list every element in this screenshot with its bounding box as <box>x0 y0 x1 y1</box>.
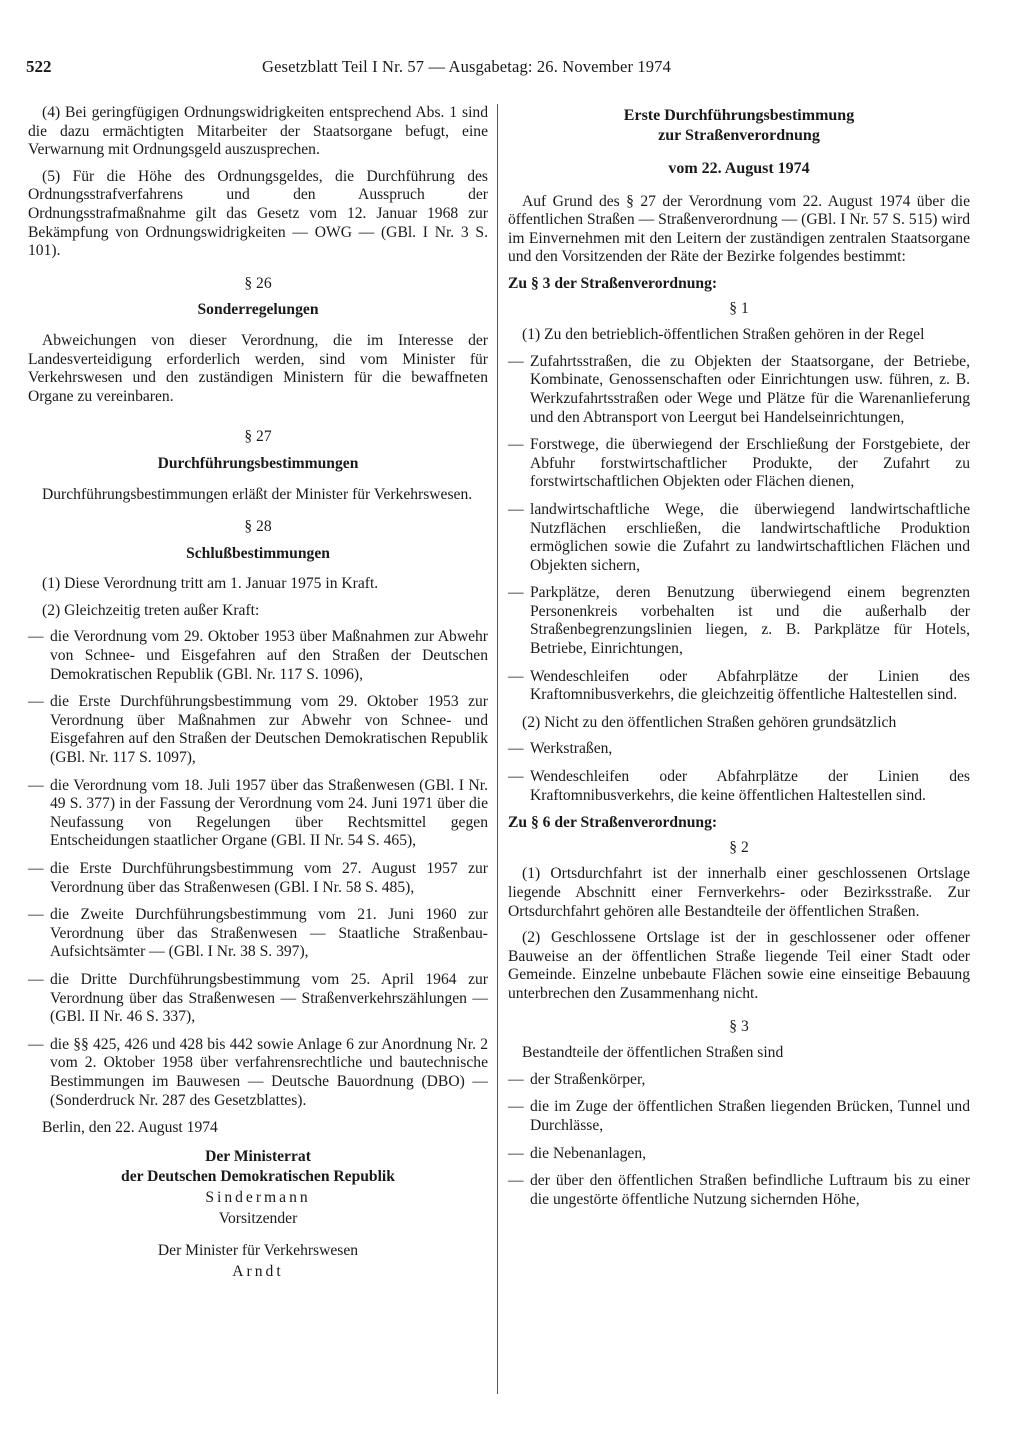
column-divider <box>497 104 498 1394</box>
list-item: — Forstwege, die überwiegend der Erschließung der Forstgebiete, der Abfuhr forstwirtschaftlicher Produkte, der Zufahrt zu forstwirtschaftlichen Objekten oder Flächen dienen, <box>508 436 970 492</box>
section-28-number: § 28 <box>244 518 272 536</box>
section-27-number: § 27 <box>244 428 272 446</box>
signer-1-name: Sindermann <box>205 1188 311 1206</box>
section-3-number: § 3 <box>729 1017 749 1035</box>
list-item: — die §§ 425, 426 und 428 bis 442 sowie Anlage 6 zur Anordnung Nr. 2 vom 2. Oktober 1958 über verfahrensrechtliche und bautechnische Bestimmungen im Bauwesen — Deutsche Bauordnung (DBO) — (Sonderdruck Nr. 287 des Gesetzblattes). <box>28 1036 488 1110</box>
heading-section-3: Zu § 3 der Straßenverordnung: <box>508 274 718 292</box>
signer-2-name: Arndt <box>232 1262 284 1280</box>
list-item: — Wendeschleifen oder Abfahrplätze der Linien des Kraftomnibusverkehrs, die gleichzeitig öffentliche Haltestellen sind. <box>508 668 970 705</box>
section-27-text: Durchführungsbestimmungen erläßt der Minister für Verkehrswesen. <box>42 485 473 503</box>
list-item: — die Verordnung vom 18. Juli 1957 über das Straßenwesen (GBl. I Nr. 49 S. 377) in der Fassung der Verordnung vom 24. Juni 1971 über die Neufassung von Regelungen über Rechtsmittel gegen Entscheidungen staatlicher Organe (GBl. II Nr. 54 S. 465), <box>28 777 488 851</box>
section-26-text: Abweichungen von dieser Verordnung, die im Interesse der Landesverteidigung erforderlich werden, sind vom Minister für Verkehrswesen und den zuständigen Ministern für die bewaffneten Organe zu vereinbaren. <box>28 331 488 405</box>
list-item: — Zufahrtsstraßen, die zu Objekten der Staatsorgane, der Betriebe, Kombinate, Genossenschaften oder Einrichtungen usw. führen, z. B. Werkzufahrtsstraßen oder Wege und Plätze für die Warenanlieferung und den Abtransport von Leergut bei Handelseinrichtungen, <box>508 353 970 427</box>
operational-roads-list <box>508 353 970 705</box>
list-item: — Wendeschleifen oder Abfahrplätze der Linien des Kraftomnibusverkehrs, die keine öffentlichen Haltestellen sind. <box>508 768 970 805</box>
section-2-number: § 2 <box>729 838 749 856</box>
section-28-title: Schlußbestimmungen <box>186 544 330 562</box>
section-28-paragraph-1: (1) Diese Verordnung tritt am 1. Januar 1975 in Kraft. <box>42 575 379 593</box>
street-components-list <box>508 1071 970 1210</box>
list-item: — die Erste Durchführungsbestimmung vom 27. August 1957 zur Verordnung über das Straßenwesen (GBl. I Nr. 58 S. 485), <box>28 860 488 897</box>
list-item: — Werkstraßen, <box>508 740 970 759</box>
list-item: — die Zweite Durchführungsbestimmung vom 21. Juni 1960 zur Verordnung über das Straßenwesen — Staatliche Straßenbau-Aufsichtsämter — (GBl. I Nr. 38 S. 397), <box>28 906 488 962</box>
council-line-1: Der Ministerrat <box>205 1147 311 1165</box>
signature-block <box>28 1148 488 1282</box>
signer-1-role: Vorsitzender <box>218 1209 298 1227</box>
minister-role: Der Minister für Verkehrswesen <box>157 1242 359 1260</box>
council-line-2: der Deutschen Demokratischen Republik <box>121 1168 395 1186</box>
list-item: — die Nebenanlagen, <box>508 1145 970 1164</box>
heading-section-6: Zu § 6 der Straßenverordnung: <box>508 814 718 832</box>
intro-paragraph: Auf Grund des § 27 der Verordnung vom 22. August 1974 über die öffentlichen Straßen — Straßenverordnung — (GBl. I Nr. 57 S. 515) wird im Einvernehmen mit den Leitern der zuständigen zentralen Staatsorgane und den Vorsitzenden der Räte der Bezirke folgendes bestimmt: <box>508 192 970 266</box>
document-title <box>508 106 970 146</box>
section-28-paragraph-2: (2) Gleichzeitig treten außer Kraft: <box>42 601 260 619</box>
section-27-title: Durchführungsbestimmungen <box>157 454 359 472</box>
list-item: — der Straßenkörper, <box>508 1071 970 1090</box>
paragraph-5: (5) Für die Höhe des Ordnungsgeldes, die Durchführung des Ordnungsstrafverfahrens und den Ausspruch der Ordnungsstrafmaßnahme gilt das Gesetz vom 12. Januar 1968 zur Bekämpfung von Ordnungswidrigkeiten — OWG — (GBl. I Nr. 3 S. 101). <box>28 167 488 260</box>
section-2-paragraph-1: (1) Ortsdurchfahrt ist der innerhalb einer geschlossenen Ortslage liegende Abschnitt einer Fernverkehrs- oder Bezirksstraße. Zur Ortsdurchfahrt gehören alle Bestandteile der öffentlichen Straßen. <box>508 865 970 920</box>
section-3-paragraph-1: Bestandteile der öffentlichen Straßen sind <box>522 1044 784 1062</box>
section-1-paragraph-2: (2) Nicht zu den öffentlichen Straßen gehören grundsätzlich <box>522 713 897 731</box>
section-1-paragraph-1: (1) Zu den betrieblich-öffentlichen Straßen gehören in der Regel <box>522 326 925 344</box>
list-item: — die Verordnung vom 29. Oktober 1953 über Maßnahmen zur Abwehr von Schnee- und Eisgefahren auf den Straßen der Deutschen Demokratischen Republik (GBl. Nr. 117 S. 1096), <box>28 628 488 684</box>
place-date: Berlin, den 22. August 1974 <box>42 1119 218 1137</box>
excluded-roads-list <box>508 740 970 805</box>
paragraph-4: (4) Bei geringfügigen Ordnungswidrigkeiten entsprechend Abs. 1 sind die dazu ermächtigten Mitarbeiter der Staatsorgane befugt, eine Verwarnung mit Ordnungsgeld auszusprechen. <box>28 104 488 159</box>
document-title-line-2: zur Straßenverordnung <box>658 127 820 144</box>
section-26-number: § 26 <box>244 274 272 292</box>
list-item: — Parkplätze, deren Benutzung überwiegend einem begrenzten Personenkreis vorbehalten ist und die außerhalb der Straßenbegrenzungslinien liegen, z. B. Parkplätze für Hotels, Betriebe, Einrichtungen, <box>508 584 970 658</box>
list-item: — der über den öffentlichen Straßen befindliche Luftraum bis zu einer die ungestörte öffentliche Nutzung sichernden Höhe, <box>508 1172 970 1209</box>
list-item: — landwirtschaftliche Wege, die überwiegend landwirtschaftliche Nutzflächen erschließen, die landwirtschaftliche Produktion ermöglichen sowie die Zufahrt zu landwirtschaftlichen Flächen und Objekten sichern, <box>508 501 970 575</box>
list-item: — die Dritte Durchführungsbestimmung vom 25. April 1964 zur Verordnung über das Straßenwesen — Straßenverkehrszählungen — (GBl. II Nr. 46 S. 337), <box>28 971 488 1027</box>
section-2-paragraph-2: (2) Geschlossene Ortslage ist der in geschlossener oder offener Bauweise an der öffentlichen Straße liegende Teil einer Stadt oder Gemeinde. Einzelne unbebaute Flächen sowie eine einseitige Bebauung unterbrechen den Zusammenhang nicht. <box>508 929 970 1002</box>
right-column <box>508 104 970 1218</box>
document-date: vom 22. August 1974 <box>668 160 810 177</box>
left-column <box>28 104 488 1283</box>
section-1-number: § 1 <box>729 299 749 317</box>
list-item: — die Erste Durchführungsbestimmung vom 29. Oktober 1953 zur Verordnung über Maßnahmen zur Abwehr von Schnee- und Eisgefahren auf den Straßen der Deutschen Demokratischen Republik (GBl. Nr. 117 S. 1097), <box>28 693 488 767</box>
section-26-title: Sonderregelungen <box>197 301 319 319</box>
repealed-list <box>28 628 488 1110</box>
page-number: 522 <box>26 57 52 76</box>
list-item: — die im Zuge der öffentlichen Straßen liegenden Brücken, Tunnel und Durchlässe, <box>508 1098 970 1135</box>
document-title-line-1: Erste Durchführungsbestimmung <box>623 107 855 124</box>
running-header: Gesetzblatt Teil I Nr. 57 — Ausgabetag: 26. November 1974 <box>262 57 671 76</box>
